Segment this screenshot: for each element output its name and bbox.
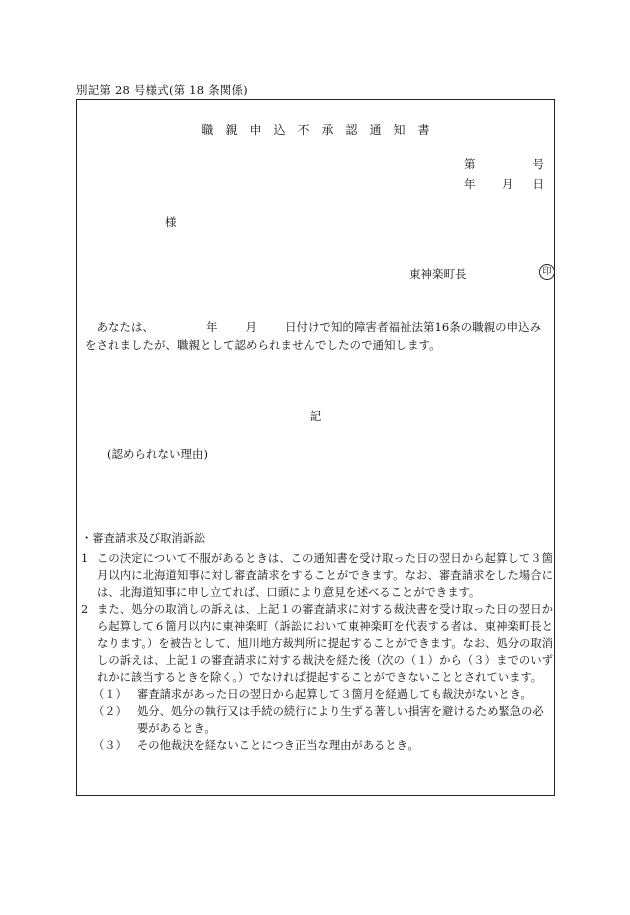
notice-body [85,318,551,354]
reason-label: (認められない理由) [107,447,208,461]
form-label: 別記第 28 号様式(第 18 条関係) [76,83,248,97]
ki-heading: 記 [309,409,322,423]
remedy-number: 1 [81,552,89,565]
date-day: 日 [532,177,544,191]
date-month: 月 [502,177,514,191]
body-year: 年 [206,320,218,334]
addressee-suffix: 様 [165,215,177,229]
remedy-text: この決定について不服があるときは、この通知書を受け取った日の翌日から起算して３箇月以内に北海道知事に対し審査請求をすることができます。なお、審査請求をした場合には、北海道知事に申し立てれば、口頭により意見を述べることができます。 [97,552,553,599]
remedy-sub-item [93,737,553,754]
title-char: 込 [273,123,286,137]
sub-item-number: （２） [93,705,127,718]
sub-item-number: （１） [93,688,127,701]
remedy-item [81,550,553,601]
number-prefix: 第 [464,157,476,171]
remedies-section [81,530,553,754]
remedy-number: 2 [81,603,89,616]
sub-item-text: その他裁決を経ないことにつき正当な理由があるとき。 [137,739,419,752]
title-char: 通 [369,123,382,137]
number-suffix: 号 [532,157,544,171]
document-title [77,122,554,138]
remedies-heading: ・審査請求及び取消訴訟 [81,532,206,545]
body-month: 月 [245,320,257,334]
sub-item-number: （３） [93,739,127,752]
date-year: 年 [464,177,476,191]
remedy-sub-item [93,703,553,737]
title-char: 不 [297,123,310,137]
notice-frame [76,99,555,796]
title-char: 職 [201,123,214,137]
remedy-text: また、処分の取消しの訴えは、上記１の審査請求に対する裁決書を受け取った日の翌日から起算して６箇月以内に東神楽町（訴訟において東神楽町を代表する者は、東神楽町長となります。）を被告として、旭川地方裁判所に提起することができます。なお、処分の取消しの訴えは、上記１の審査請求に対する裁決を経た後（次の（１）から（３）までのいずれかに該当するときを除く。）でなければ提起することができないこととされています。 [97,603,553,684]
remedy-sub-item [93,686,553,703]
sub-item-text: 審査請求があった日の翌日から起算して３箇月を経過しても裁決がないとき。 [137,688,532,701]
sub-item-text: 処分、処分の執行又は手続の続行により生ずる著しい損害を避けるため緊急の必要があるとき。 [137,705,544,735]
sender-title: 東神楽町長 [409,267,467,281]
title-char: 認 [345,123,358,137]
title-char: 承 [321,123,334,137]
title-char: 親 [225,123,238,137]
body-part1: あなたは、 [96,320,154,334]
title-char: 知 [393,123,406,137]
remedy-item [81,601,553,686]
body-part2: 日付けで知的障害者福祉法第16条の職親の申込みをされましたが、職親として認められませんでしたので通知します。 [85,320,542,352]
seal-icon: 印 [539,264,555,280]
title-char: 申 [249,123,262,137]
title-char: 書 [417,123,430,137]
